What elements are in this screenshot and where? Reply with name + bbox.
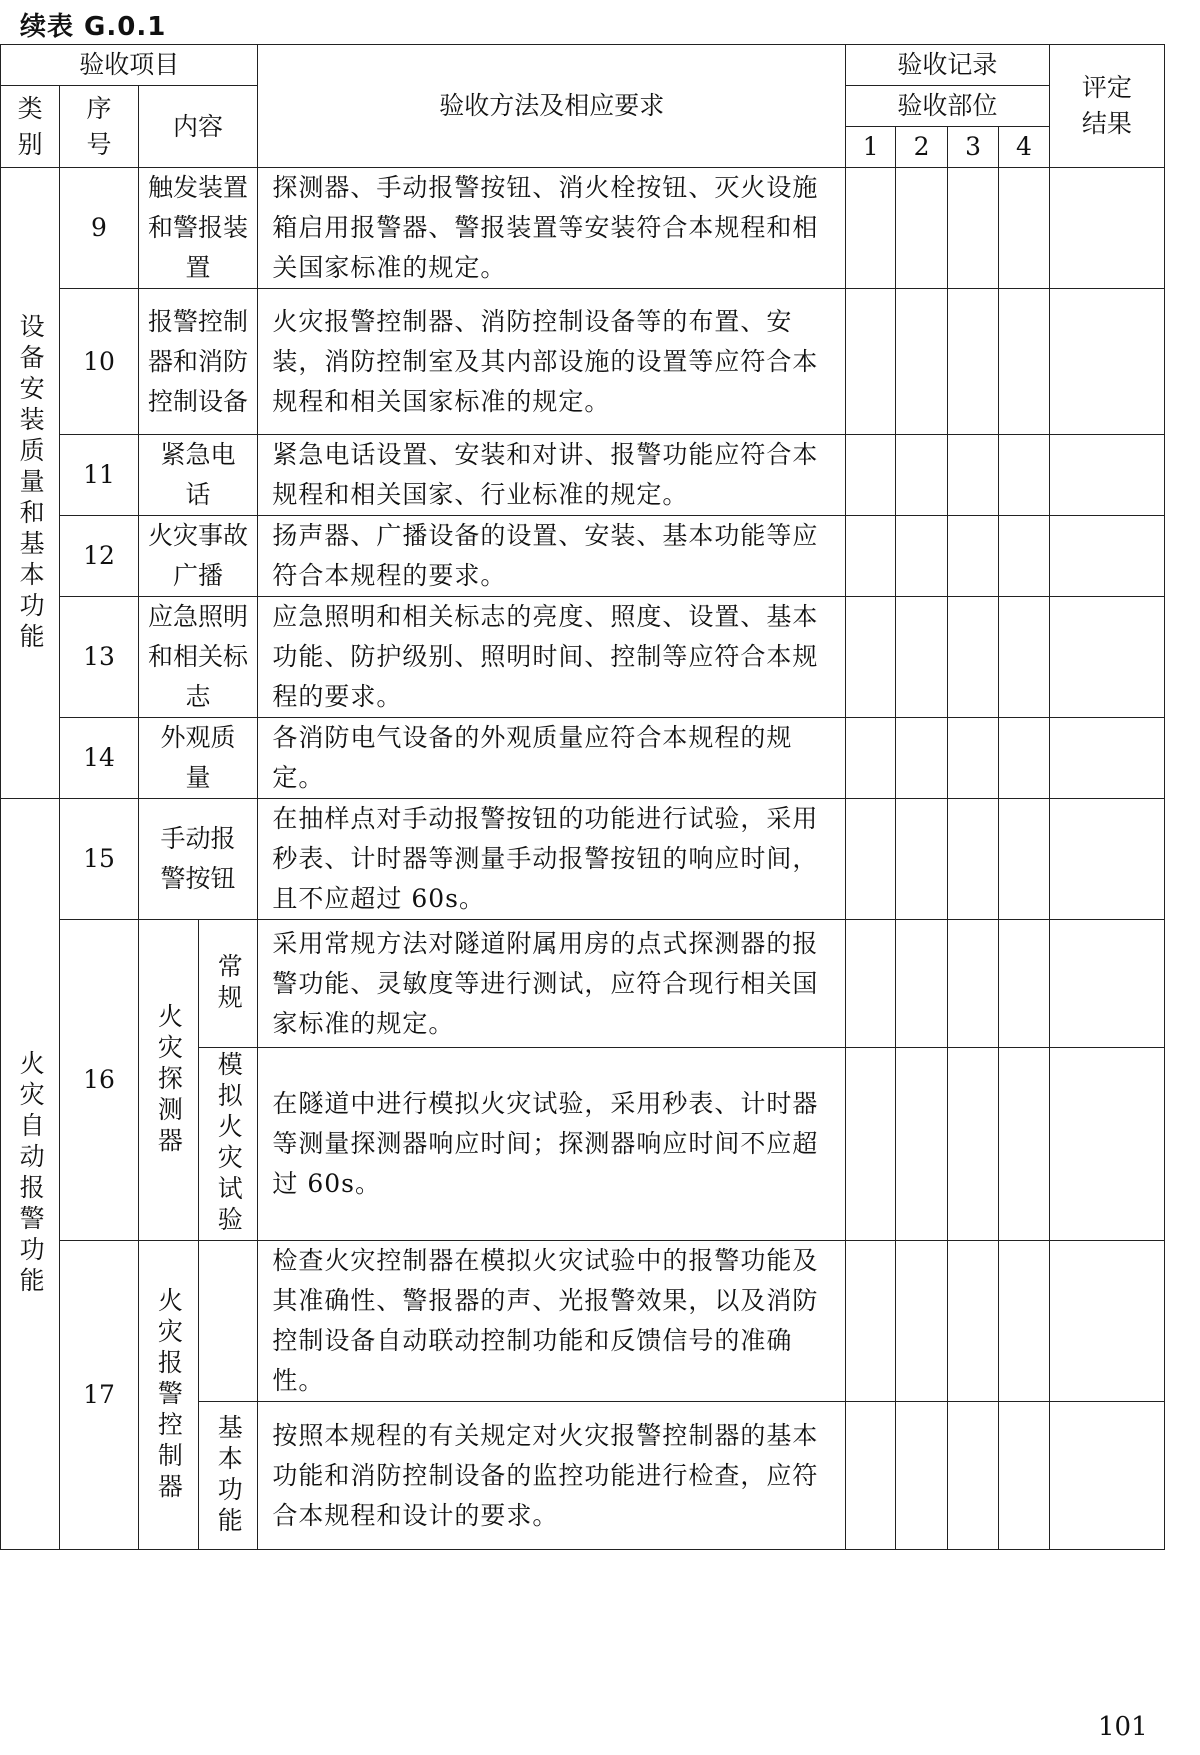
- row-16-sub2-label: 模拟火灾试验: [199, 1048, 258, 1241]
- row-17-no: 17: [60, 1241, 138, 1550]
- row-17a-loc-3[interactable]: [947, 1241, 998, 1402]
- row-14-loc-4[interactable]: [999, 718, 1049, 799]
- row-9-loc-3[interactable]: [947, 168, 998, 289]
- row-15-loc-2[interactable]: [896, 799, 947, 920]
- row-11-loc-2[interactable]: [896, 435, 947, 516]
- row-15-loc-3[interactable]: [947, 799, 998, 920]
- row-12-req: 扬声器、广播设备的设置、安装、基本功能等应符合本规程的要求。: [258, 516, 846, 597]
- row-16b-result[interactable]: [1049, 1048, 1164, 1241]
- row-16-no: 16: [60, 920, 138, 1241]
- row-16-sub1-req: 采用常规方法对隧道附属用房的点式探测器的报警功能、灵敏度等进行测试，应符合现行相关国家标准的规定。: [258, 920, 846, 1048]
- row-17-sub1-label: [199, 1241, 258, 1402]
- row-16b-loc-1[interactable]: [845, 1048, 895, 1241]
- row-14-result[interactable]: [1049, 718, 1164, 799]
- row-17b-result[interactable]: [1049, 1402, 1164, 1550]
- row-16a-loc-2[interactable]: [896, 920, 947, 1048]
- row-15-loc-4[interactable]: [999, 799, 1049, 920]
- row-16b-loc-2[interactable]: [896, 1048, 947, 1241]
- header-seq: 序号: [60, 86, 138, 168]
- row-11-loc-1[interactable]: [845, 435, 895, 516]
- row-11-content: 紧急电话: [138, 435, 258, 516]
- group-install: 设备安装质量和基本功能: [1, 168, 60, 799]
- row-17a-result[interactable]: [1049, 1241, 1164, 1402]
- row-17a-loc-1[interactable]: [845, 1241, 895, 1402]
- header-location-2: 2: [896, 127, 947, 168]
- row-16a-loc-1[interactable]: [845, 920, 895, 1048]
- header-project: 验收项目: [1, 45, 258, 86]
- row-17b-loc-4[interactable]: [999, 1402, 1049, 1550]
- group-alarm: 火灾自动报警功能: [1, 799, 60, 1550]
- row-14-loc-2[interactable]: [896, 718, 947, 799]
- page-number: 101: [1098, 1712, 1148, 1742]
- row-14-no: 14: [60, 718, 138, 799]
- row-11-no: 11: [60, 435, 138, 516]
- row-12-result[interactable]: [1049, 516, 1164, 597]
- row-11-req: 紧急电话设置、安装和对讲、报警功能应符合本规程和相关国家、行业标准的规定。: [258, 435, 846, 516]
- row-15-req: 在抽样点对手动报警按钮的功能进行试验，采用秒表、计时器等测量手动报警按钮的响应时间，且不应超过 60s。: [258, 799, 846, 920]
- header-location-4: 4: [999, 127, 1049, 168]
- row-11-loc-3[interactable]: [947, 435, 998, 516]
- row-17-sub2-label: 基本功能: [199, 1402, 258, 1550]
- row-9-loc-2[interactable]: [896, 168, 947, 289]
- row-16-sub2-req: 在隧道中进行模拟火灾试验，采用秒表、计时器等测量探测器响应时间；探测器响应时间不应超过 60s。: [258, 1048, 846, 1241]
- row-10-result[interactable]: [1049, 289, 1164, 435]
- row-12-no: 12: [60, 516, 138, 597]
- row-9-content: 触发装置和警报装置: [138, 168, 258, 289]
- table-caption: 续表 G.0.1: [20, 12, 167, 42]
- header-record: 验收记录: [845, 45, 1049, 86]
- row-17b-loc-1[interactable]: [845, 1402, 895, 1550]
- row-10-loc-2[interactable]: [896, 289, 947, 435]
- row-10-no: 10: [60, 289, 138, 435]
- row-13-req: 应急照明和相关标志的亮度、照度、设置、基本功能、防护级别、照明时间、控制等应符合本规程的要求。: [258, 597, 846, 718]
- row-16a-loc-3[interactable]: [947, 920, 998, 1048]
- header-content: 内容: [138, 86, 258, 168]
- row-15-content: 手动报警按钮: [138, 799, 258, 920]
- row-13-loc-1[interactable]: [845, 597, 895, 718]
- row-14-loc-3[interactable]: [947, 718, 998, 799]
- row-17b-loc-2[interactable]: [896, 1402, 947, 1550]
- header-location-1: 1: [845, 127, 895, 168]
- row-12-loc-3[interactable]: [947, 516, 998, 597]
- row-17b-loc-3[interactable]: [947, 1402, 998, 1550]
- row-17-sub1-req: 检查火灾控制器在模拟火灾试验中的报警功能及其准确性、警报器的声、光报警效果，以及消防控制设备自动联动控制功能和反馈信号的准确性。: [258, 1241, 846, 1402]
- row-16b-loc-3[interactable]: [947, 1048, 998, 1241]
- row-13-content: 应急照明和相关标志: [138, 597, 258, 718]
- row-10-loc-4[interactable]: [999, 289, 1049, 435]
- row-13-loc-4[interactable]: [999, 597, 1049, 718]
- row-12-content: 火灾事故广播: [138, 516, 258, 597]
- row-15-result[interactable]: [1049, 799, 1164, 920]
- row-12-loc-1[interactable]: [845, 516, 895, 597]
- row-9-loc-1[interactable]: [845, 168, 895, 289]
- row-9-req: 探测器、手动报警按钮、消火栓按钮、灭火设施箱启用报警器、警报装置等安装符合本规程和相关国家标准的规定。: [258, 168, 846, 289]
- row-12-loc-4[interactable]: [999, 516, 1049, 597]
- row-16a-result[interactable]: [1049, 920, 1164, 1048]
- header-location: 验收部位: [845, 86, 1049, 127]
- row-13-no: 13: [60, 597, 138, 718]
- acceptance-table: [0, 44, 1165, 1550]
- header-method: 验收方法及相应要求: [258, 45, 846, 168]
- row-17a-loc-4[interactable]: [999, 1241, 1049, 1402]
- header-category: 类别: [1, 86, 60, 168]
- row-14-req: 各消防电气设备的外观质量应符合本规程的规定。: [258, 718, 846, 799]
- row-12-loc-2[interactable]: [896, 516, 947, 597]
- row-9-no: 9: [60, 168, 138, 289]
- row-15-loc-1[interactable]: [845, 799, 895, 920]
- header-result: 评定结果: [1049, 45, 1164, 168]
- row-13-result[interactable]: [1049, 597, 1164, 718]
- row-10-loc-3[interactable]: [947, 289, 998, 435]
- row-9-result[interactable]: [1049, 168, 1164, 289]
- row-17-sub2-req: 按照本规程的有关规定对火灾报警控制器的基本功能和消防控制设备的监控功能进行检查，应符合本规程和设计的要求。: [258, 1402, 846, 1550]
- row-11-loc-4[interactable]: [999, 435, 1049, 516]
- row-9-loc-4[interactable]: [999, 168, 1049, 289]
- row-10-req: 火灾报警控制器、消防控制设备等的布置、安装，消防控制室及其内部设施的设置等应符合本规程和相关国家标准的规定。: [258, 289, 846, 435]
- row-11-result[interactable]: [1049, 435, 1164, 516]
- row-13-loc-3[interactable]: [947, 597, 998, 718]
- row-15-no: 15: [60, 799, 138, 920]
- row-14-content: 外观质量: [138, 718, 258, 799]
- row-10-loc-1[interactable]: [845, 289, 895, 435]
- row-16-sub1-label: 常规: [199, 920, 258, 1048]
- row-13-loc-2[interactable]: [896, 597, 947, 718]
- row-16-content: 火灾探测器: [138, 920, 198, 1241]
- row-17a-loc-2[interactable]: [896, 1241, 947, 1402]
- row-17-content: 火灾报警控制器: [138, 1241, 198, 1550]
- header-location-3: 3: [947, 127, 998, 168]
- row-10-content: 报警控制器和消防控制设备: [138, 289, 258, 435]
- row-16a-loc-4[interactable]: [999, 920, 1049, 1048]
- row-16b-loc-4[interactable]: [999, 1048, 1049, 1241]
- row-14-loc-1[interactable]: [845, 718, 895, 799]
